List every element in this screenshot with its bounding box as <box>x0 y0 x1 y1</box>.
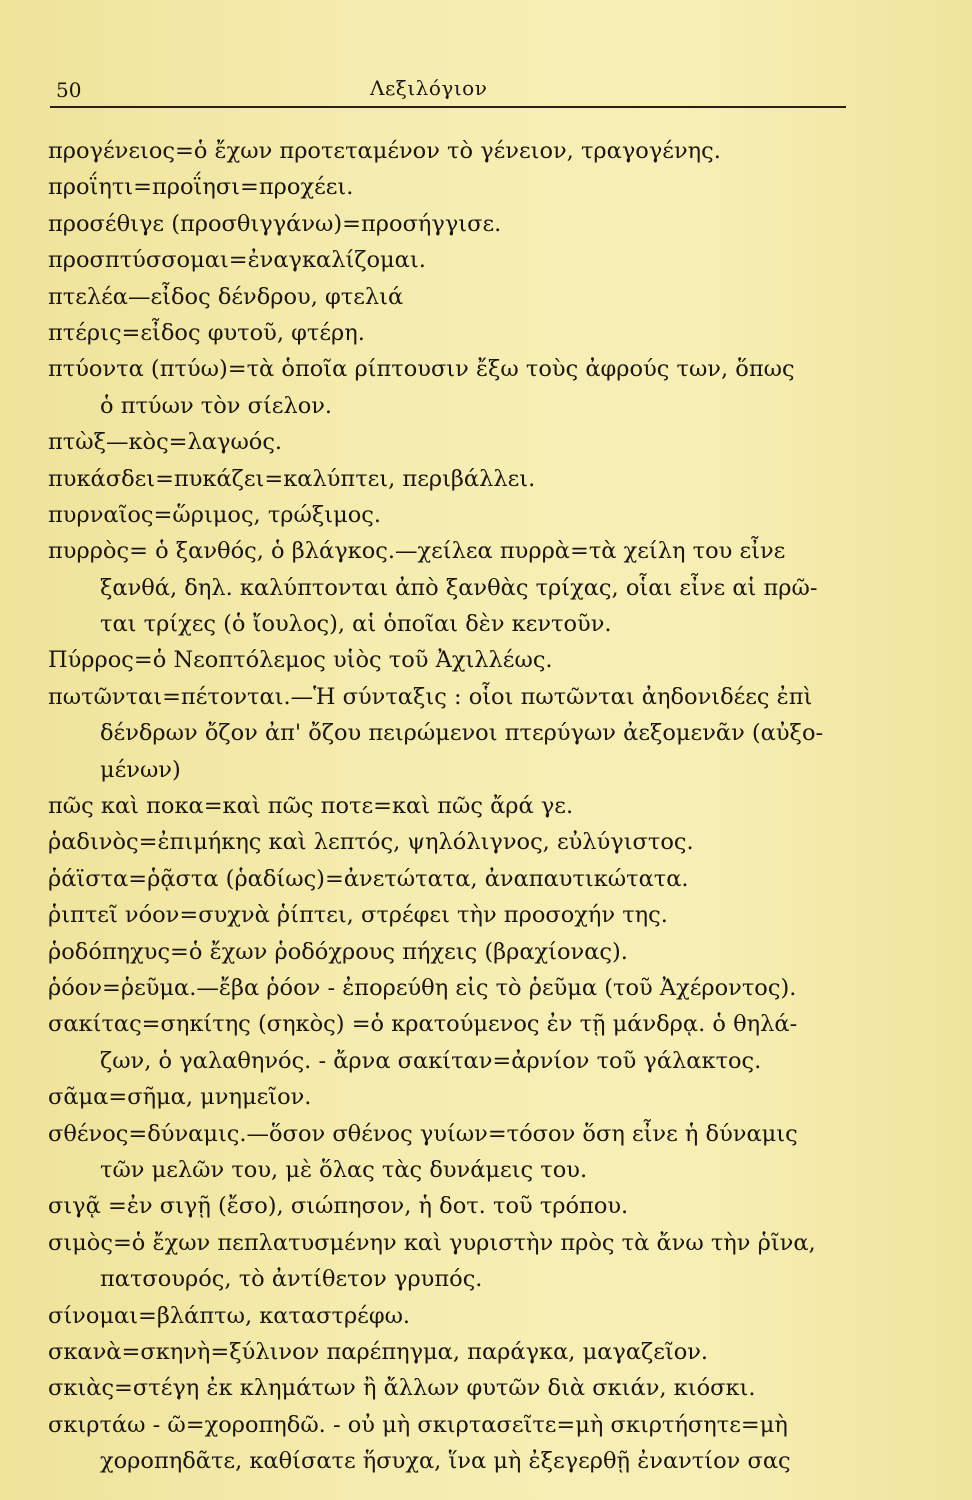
text-line: σκανὰ=σκηνὴ=ξύλινον παρέπηγμα, παράγκα, μαγαζεῖον. <box>48 1338 709 1365</box>
text-line: πυρναῖος=ὥριμος, τρώξιμος. <box>48 501 382 528</box>
text-line: σθένος=δύναμις.—ὅσον σθένος γυίων=τόσον ὅση εἶνε ἡ δύναμις <box>48 1120 798 1147</box>
page-header <box>50 70 846 108</box>
running-title: Λεξιλόγιον <box>370 76 488 100</box>
text-line: Πύρρος=ὁ Νεοπτόλεμος υἱὸς τοῦ Ἀχιλλέως. <box>48 647 553 674</box>
page-number: 50 <box>56 78 82 102</box>
text-line: ῥόον=ῥεῦμα.—ἔβα ῥόον - ἐπορεύθη εἰς τὸ ῥεῦμα (τοῦ Ἀχέροντος). <box>48 974 797 1001</box>
text-line: μένων) <box>100 756 181 783</box>
text-line: ῥιπτεῖ νόον=συχνὰ ῥίπτει, στρέφει τὴν προσοχήν της. <box>48 902 668 929</box>
text-line: σιμὸς=ὁ ἔχων πεπλατυσμένην καὶ γυριστὴν πρὸς τὰ ἄνω τὴν ῥῖνα, <box>48 1229 816 1256</box>
text-line: πυκάσδει=πυκάζει=καλύπτει, περιβάλλει. <box>48 465 536 492</box>
text-line: ῥάϊστα=ῥᾷστα (ῥαδίως)=ἀνετώτατα, ἀναπαυτικώτατα. <box>48 865 689 892</box>
text-line: ῥοδόπηχυς=ὁ ἔχων ῥοδόχρους πήχεις (βραχίονας). <box>48 938 628 965</box>
text-line: πτὼξ—κὸς=λαγωός. <box>48 429 283 456</box>
glossary-text <box>48 133 898 1479</box>
text-line: πῶς καὶ ποκα=καὶ πῶς ποτε=καὶ πῶς ἄρά γε. <box>48 793 574 820</box>
text-line: τῶν μελῶν του, μὲ ὅλας τὰς δυνάμεις του. <box>100 1156 588 1183</box>
text-line: προΐητι=προΐησι=προχέει. <box>48 174 354 201</box>
text-line: ξανθά, δηλ. καλύπτονται ἀπὸ ξανθὰς τρίχας, οἷαι εἶνε αἱ πρῶ- <box>100 574 818 601</box>
text-line: ῥαδινὸς=ἐπιμήκης καὶ λεπτός, ψηλόλιγνος, εὐλύγιστος. <box>48 829 694 856</box>
text-line: σίνομαι=βλάπτω, καταστρέφω. <box>48 1302 411 1329</box>
text-line: πωτῶνται=πέτονται.—Ἡ σύνταξις : οἷοι πωτῶνται ἀηδονιδέες ἐπὶ <box>48 683 813 710</box>
text-line: ζων, ὁ γαλαθηνός. - ἄρνα σακίταν=ἀρνίον τοῦ γάλακτος. <box>100 1047 762 1074</box>
text-line: προγένειος=ὁ ἔχων προτεταμένον τὸ γένειον, τραγογένης. <box>48 138 721 164</box>
text-line: πτελέα—εἶδος δένδρου, φτελιά <box>48 283 404 310</box>
text-line: σκιρτάω - ῶ=χοροπηδῶ. - οὐ μὴ σκιρτασεῖτε=μὴ σκιρτήσητε=μὴ <box>48 1411 788 1438</box>
text-line: δένδρων ὄζον ἀπ' ὄζου πειρώμενοι πτερύγων ἀεξομενᾶν (αὐξο- <box>100 720 824 747</box>
text-line: σιγᾷ =ἐν σιγῇ (ἔσο), σιώπησον, ἡ δοτ. τοῦ τρόπου. <box>48 1193 629 1220</box>
text-line: πατσουρός, τὸ ἀντίθετον γρυπός. <box>100 1266 483 1293</box>
text-line: χοροπηδᾶτε, καθίσατε ἥσυχα, ἵνα μὴ ἐξεγερθῇ ἐναντίον σας <box>100 1448 791 1475</box>
text-line: προσέθιγε (προσθιγγάνω)=προσήγγισε. <box>48 210 502 237</box>
text-line: πτύοντα (πτύω)=τὰ ὁποῖα ρίπτουσιν ἔξω τοὺς ἀφρούς των, ὅπως <box>48 356 795 383</box>
text-line: σκιὰς=στέγη ἐκ κλημάτων ἢ ἄλλων φυτῶν διὰ σκιάν, κιόσκι. <box>48 1375 756 1402</box>
text-line: πυρρὸς= ὁ ξανθός, ὁ βλάγκος.—χείλεα πυρρὰ=τὰ χείλη του εἶνε <box>48 538 786 565</box>
text-line: πτέρις=εἶδος φυτοῦ, φτέρη. <box>48 319 365 346</box>
text-line: ὁ πτύων τὸν σίελον. <box>100 392 333 419</box>
text-line: σᾶμα=σῆμα, μνημεῖον. <box>48 1084 312 1111</box>
text-line: ται τρίχες (ὁ ἴουλος), αἱ ὁποῖαι δὲν κεντοῦν. <box>100 611 612 638</box>
text-line: σακίτας=σηκίτης (σηκὸς) =ὁ κρατούμενος ἐν τῇ μάνδρᾳ. ὁ θηλά- <box>48 1011 798 1038</box>
text-line: προσπτύσσομαι=ἐναγκαλίζομαι. <box>48 247 426 274</box>
